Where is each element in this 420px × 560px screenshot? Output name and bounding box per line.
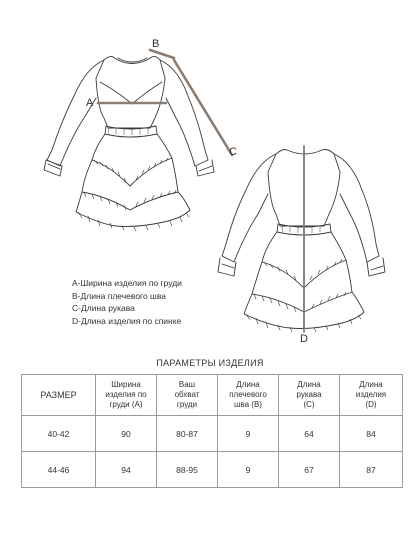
cell-sleeve-length: 64 <box>279 416 340 452</box>
header-line: изделия <box>355 390 387 399</box>
cell-size: 40-42 <box>22 416 96 452</box>
cell-size: 44-46 <box>22 452 96 488</box>
cell-your-chest: 80-87 <box>157 416 218 452</box>
header-size <box>22 375 96 416</box>
cell-your-chest: 88-95 <box>157 452 218 488</box>
legend-item-c: C-Длина рукава <box>72 303 135 313</box>
table-row <box>22 416 403 452</box>
cell-shoulder-length: 9 <box>218 452 279 488</box>
measurement-legend <box>72 277 182 327</box>
marker-c: C <box>229 146 237 158</box>
table-title: ПАРАМЕТРЫ ИЗДЕЛИЯ <box>156 358 264 368</box>
header-line: обхват <box>174 390 200 399</box>
marker-d: D <box>300 333 308 345</box>
header-line: Длина <box>236 380 260 389</box>
header-line: (C) <box>303 400 315 409</box>
header-line: плечевого <box>229 390 267 399</box>
back-view-dress <box>218 150 385 333</box>
legend-item-d: D-Длина изделия по спинке <box>72 315 182 326</box>
header-line: рукава <box>296 390 322 399</box>
header-size-text: РАЗМЕР <box>40 390 77 400</box>
marker-b: B <box>152 38 160 50</box>
header-line: шва (B) <box>234 400 262 409</box>
table-header-row <box>22 375 403 416</box>
header-product-length <box>340 375 403 416</box>
size-parameters-table <box>21 374 403 488</box>
cell-product-length: 84 <box>340 416 403 452</box>
header-line: Длина <box>297 380 321 389</box>
header-your-chest <box>157 375 218 416</box>
header-line: груди <box>176 400 198 409</box>
cell-chest-width: 90 <box>96 416 157 452</box>
header-sleeve-length <box>279 375 340 416</box>
header-line: Длина <box>359 380 383 389</box>
legend-item-b: B-Длина плечевого шва <box>72 290 167 301</box>
cell-product-length: 87 <box>340 452 403 488</box>
marker-a: A <box>86 97 94 109</box>
header-line: Ваш <box>178 380 196 389</box>
header-line: изделия по <box>105 390 147 399</box>
legend-item-a: A-Ширина изделия по груди <box>72 278 182 288</box>
header-line: Ширина <box>111 380 141 389</box>
header-line: груди (A) <box>109 400 143 409</box>
table-row <box>22 452 403 488</box>
cell-chest-width: 94 <box>96 452 157 488</box>
header-shoulder-length <box>218 375 279 416</box>
header-line: (D) <box>365 400 377 409</box>
cell-shoulder-length: 9 <box>218 416 279 452</box>
cell-sleeve-length: 67 <box>279 452 340 488</box>
header-chest-width <box>96 375 157 416</box>
